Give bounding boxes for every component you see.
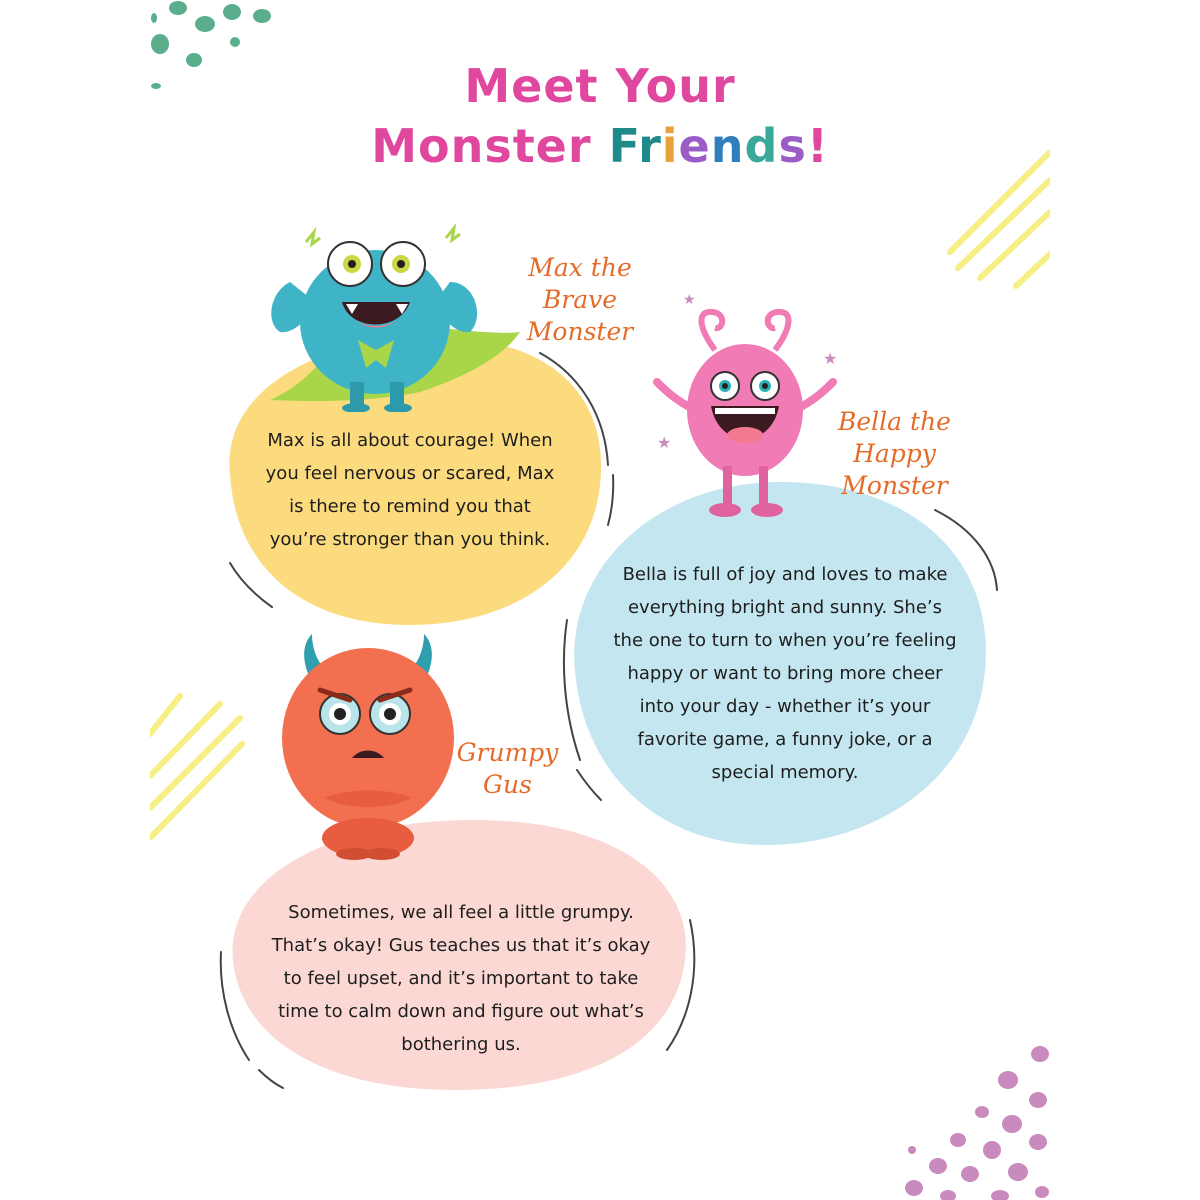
bella-description-line-6: favorite game, a funny joke, or a: [637, 729, 933, 750]
bella-name-line-2: Happy Monster: [841, 439, 948, 500]
bella-name: [802, 406, 987, 502]
gus-description-line-2: That’s okay! Gus teaches us that it’s okay: [271, 935, 651, 956]
title-letter-4: n: [710, 119, 745, 173]
gus-name-line-1: Grumpy: [456, 738, 559, 767]
page: [150, 0, 1050, 1200]
gus-description-line-4: time to calm down and figure out what’s: [278, 1001, 644, 1022]
max-name-line-2: Brave Monster: [526, 285, 634, 346]
bella-description-line-5: into your day - whether it’s your: [639, 696, 931, 717]
title-letter-1: r: [638, 119, 662, 173]
bella-description-line-4: happy or want to bring more cheer: [627, 663, 943, 684]
title-line-2-prefix: Monster: [371, 119, 609, 173]
gus-description-line-3: to feel upset, and it’s important to take: [283, 968, 639, 989]
page-title: [150, 56, 1050, 176]
gus-description-line-5: bothering us.: [401, 1034, 521, 1055]
max-name: [495, 252, 665, 348]
gus-monster-illustration: [278, 628, 458, 863]
max-description-line-1: Max is all about courage! When: [267, 430, 553, 451]
title-line-2: [150, 116, 1050, 176]
gus-name: [450, 737, 565, 801]
title-letter-7: !: [806, 119, 829, 173]
bella-description-line-1: Bella is full of joy and loves to make: [622, 564, 948, 585]
max-description: [240, 424, 580, 556]
bella-description-line-2: everything bright and sunny. She’s: [627, 597, 943, 618]
bella-description-line-7: special memory.: [711, 762, 859, 783]
max-description-line-3: is there to remind you that: [289, 496, 531, 517]
gus-description-line-1: Sometimes, we all feel a little grumpy.: [288, 902, 634, 923]
bella-name-line-1: Bella the: [838, 407, 951, 436]
max-description-line-4: you’re stronger than you think.: [269, 529, 551, 550]
title-letter-5: d: [744, 119, 779, 173]
title-letter-0: F: [608, 119, 639, 173]
svg-text:★: ★: [657, 433, 672, 452]
title-letter-2: i: [661, 119, 679, 173]
title-letter-6: s: [778, 119, 807, 173]
title-line-1: Meet Your: [464, 59, 736, 113]
gus-name-line-2: Gus: [483, 770, 532, 799]
svg-text:★: ★: [823, 349, 838, 368]
title-friends-word: [609, 119, 829, 173]
gus-description: [250, 896, 672, 1061]
bella-description: [595, 558, 975, 789]
max-name-line-1: Max the: [528, 253, 632, 282]
title-letter-3: e: [678, 119, 711, 173]
svg-text:★: ★: [683, 292, 696, 308]
purple-dots-decoration: [900, 1040, 1050, 1200]
bella-description-line-3: the one to turn to when you’re feeling: [613, 630, 957, 651]
max-description-line-2: you feel nervous or scared, Max: [265, 463, 555, 484]
